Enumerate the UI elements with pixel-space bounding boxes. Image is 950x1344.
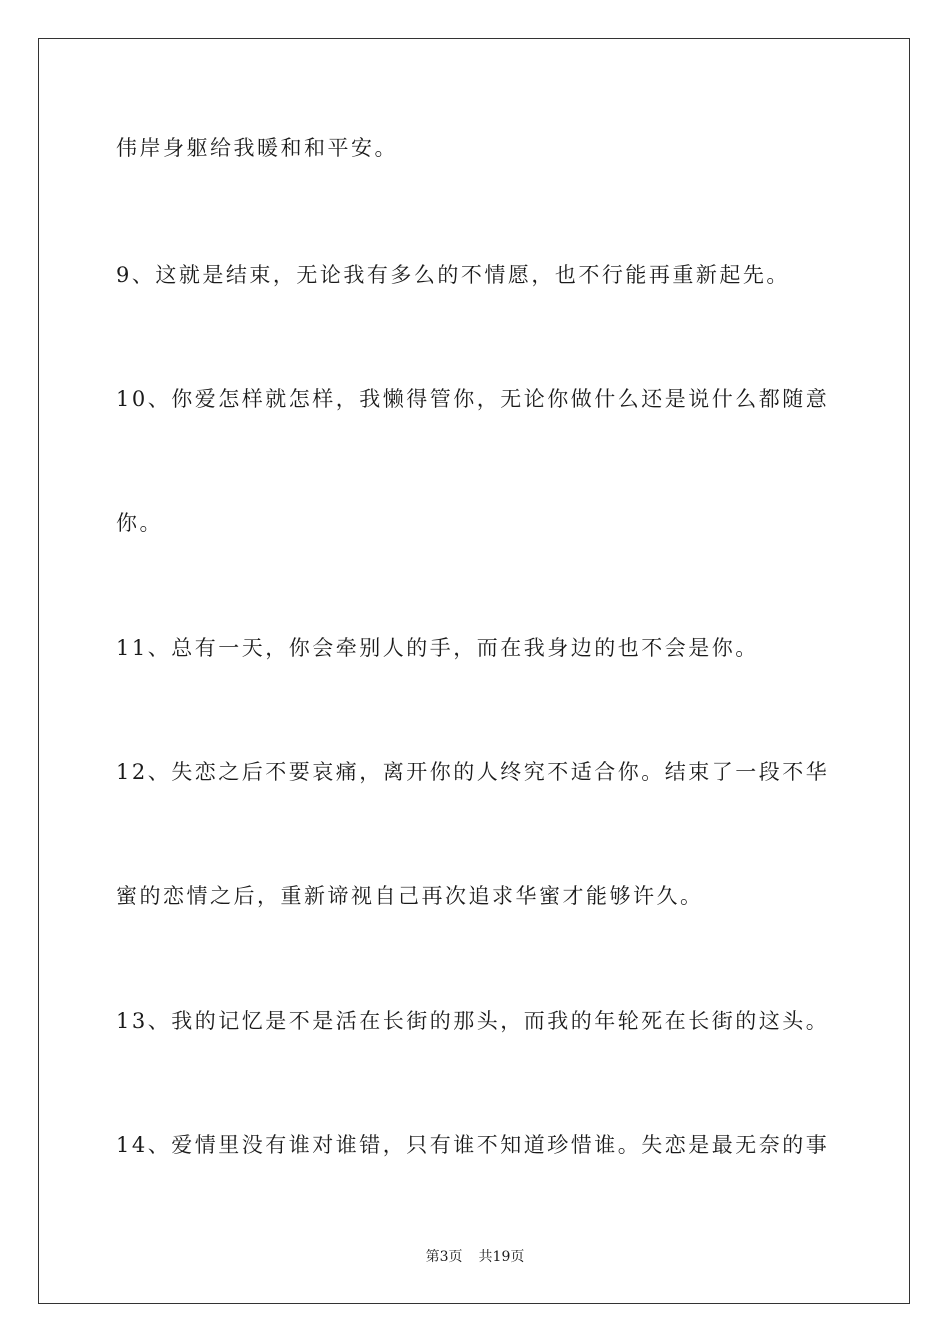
- text-line: 9、这就是结束，无论我有多么的不情愿，也不行能再重新起先。: [116, 263, 790, 287]
- text-line: 14、爱情里没有谁对谁错，只有谁不知道珍惜谁。失恋是最无奈的事: [116, 1133, 830, 1157]
- page-footer: [0, 1247, 950, 1267]
- text-line: 12、失恋之后不要哀痛，离开你的人终究不适合你。结束了一段不华: [116, 760, 830, 784]
- page-total: 共19页: [478, 1249, 525, 1265]
- text-line: 伟岸身躯给我暖和和平安。: [116, 136, 398, 160]
- text-line: 你。: [116, 511, 163, 535]
- text-line: 11、总有一天，你会牵别人的手，而在我身边的也不会是你。: [116, 636, 759, 660]
- page-frame: [38, 38, 910, 1304]
- text-line: 蜜的恋情之后，重新谛视自己再次追求华蜜才能够许久。: [116, 884, 704, 908]
- page-number: 第3页: [425, 1249, 463, 1265]
- text-line: 13、我的记忆是不是活在长街的那头，而我的年轮死在长街的这头。: [116, 1009, 830, 1033]
- text-line: 10、你爱怎样就怎样，我懒得管你，无论你做什么还是说什么都随意: [116, 387, 830, 411]
